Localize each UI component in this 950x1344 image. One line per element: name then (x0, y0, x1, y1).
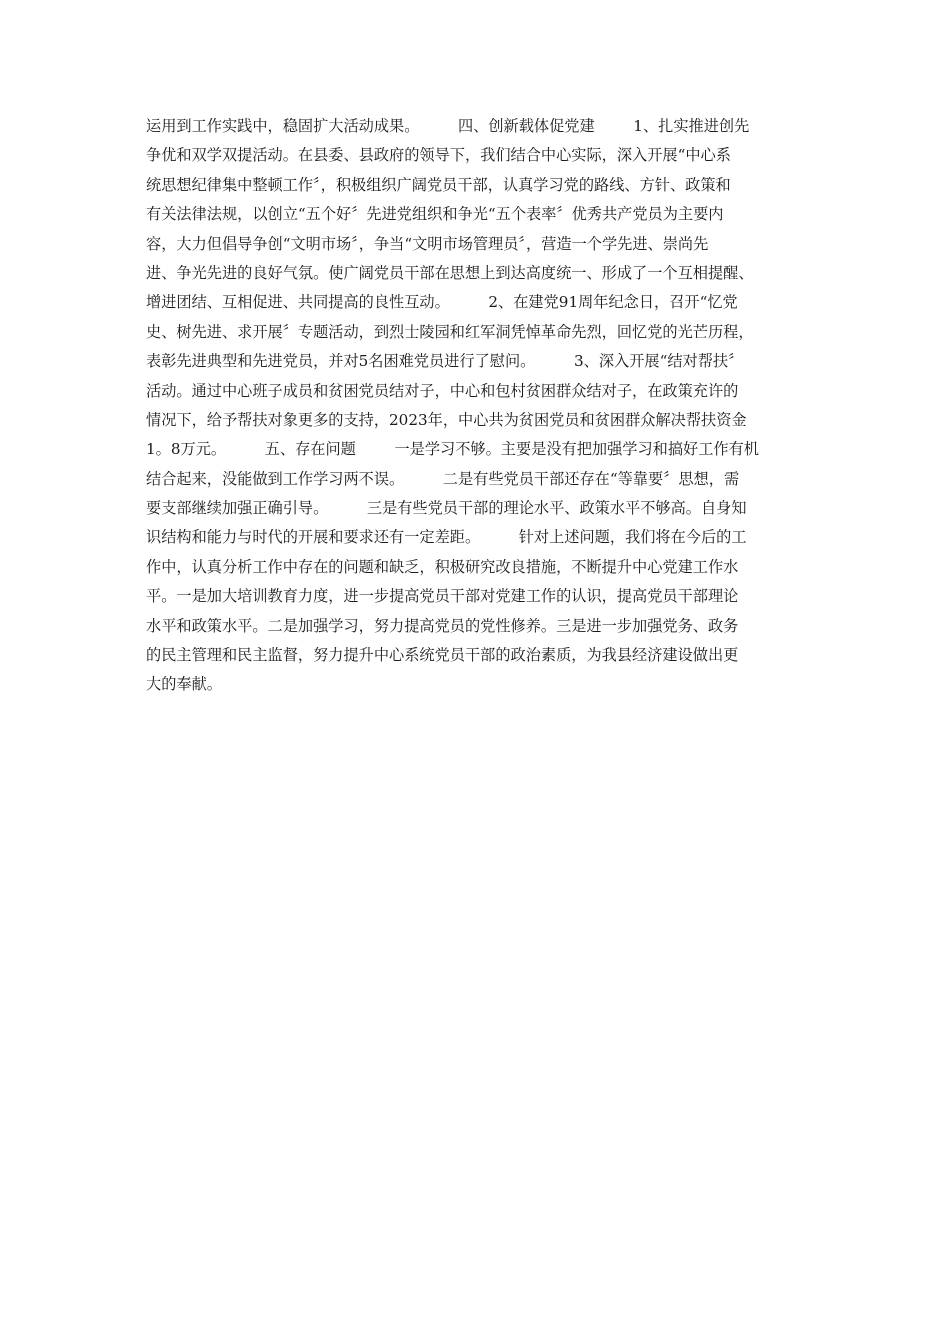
text-line: 有关法律法规，以创立“五个好〞先进党组织和争光“五个表率〞优秀共产党员为主要内 (146, 205, 724, 224)
text-line: 进、争光先进的良好气氛。使广阔党员干部在思想上到达高度统一、形成了一个互相提醒、 (146, 263, 754, 282)
text-line: 水平和政策水平。二是加强学习，努力提高党员的党性修养。三是进一步加强党务、政务 (146, 616, 739, 635)
text-line: 识结构和能力与时代的开展和要求还有一定差距。 针对上述问题，我们将在今后的工 (146, 528, 747, 547)
text-line: 争优和双学双提活动。在县委、县政府的领导下，我们结合中心实际，深入开展“中心系 (146, 146, 731, 165)
text-line: 统思想纪律集中整顿工作〞，积极组织广阔党员干部，认真学习党的路线、方针、政策和 (146, 175, 731, 194)
text-line: 活动。通过中心班子成员和贫困党员结对子，中心和包村贫困群众结对子，在政策充许的 (146, 381, 739, 400)
text-line: 1。8万元。 五、存在问题 一是学习不够。主要是没有把加强学习和搞好工作有机 (146, 440, 759, 459)
text-line: 运用到工作实践中，稳固扩大活动成果。 四、创新载体促党建 1、扎实推进创先 (146, 117, 750, 135)
text-line: 增进团结、互相促进、共同提高的良性互动。 2、在建党91周年纪念日，召开“忆党 (146, 293, 738, 312)
text-line: 的民主管理和民主监督，努力提升中心系统党员干部的政治素质，为我县经济建设做出更 (146, 646, 739, 665)
text-line: 作中，认真分析工作中存在的问题和缺乏，积极研究改良措施，不断提升中心党建工作水 (146, 557, 739, 576)
text-line: 容，大力但倡导争创“文明市场〞，争当“文明市场管理员〞，营造一个学先进、崇尚先 (146, 234, 709, 253)
text-line: 表彰先进典型和先进党员，并对5名困难党员进行了慰问。 3、深入开展“结对帮扶〞 (146, 352, 744, 371)
text-line: 大的奉献。 (146, 675, 222, 694)
text-line: 情况下，给予帮扶对象更多的支持，2023年，中心共为贫困党员和贫困群众解决帮扶资金 (146, 410, 747, 429)
text-line: 结合起来，没能做到工作学习两不误。 二是有些党员干部还存在“等靠要〞思想，需 (146, 469, 740, 488)
text-line: 平。一是加大培训教育力度，进一步提高党员干部对党建工作的认识，提高党员干部理论 (146, 587, 739, 606)
text-line: 要支部继续加强正确引导。 三是有些党员干部的理论水平、政策水平不够高。自身知 (146, 499, 747, 518)
text-line: 史、树先进、求开展〞专题活动，到烈士陵园和红军洞凭悼革命先烈，回忆党的光芒历程， (146, 322, 754, 341)
body-text (146, 112, 816, 700)
